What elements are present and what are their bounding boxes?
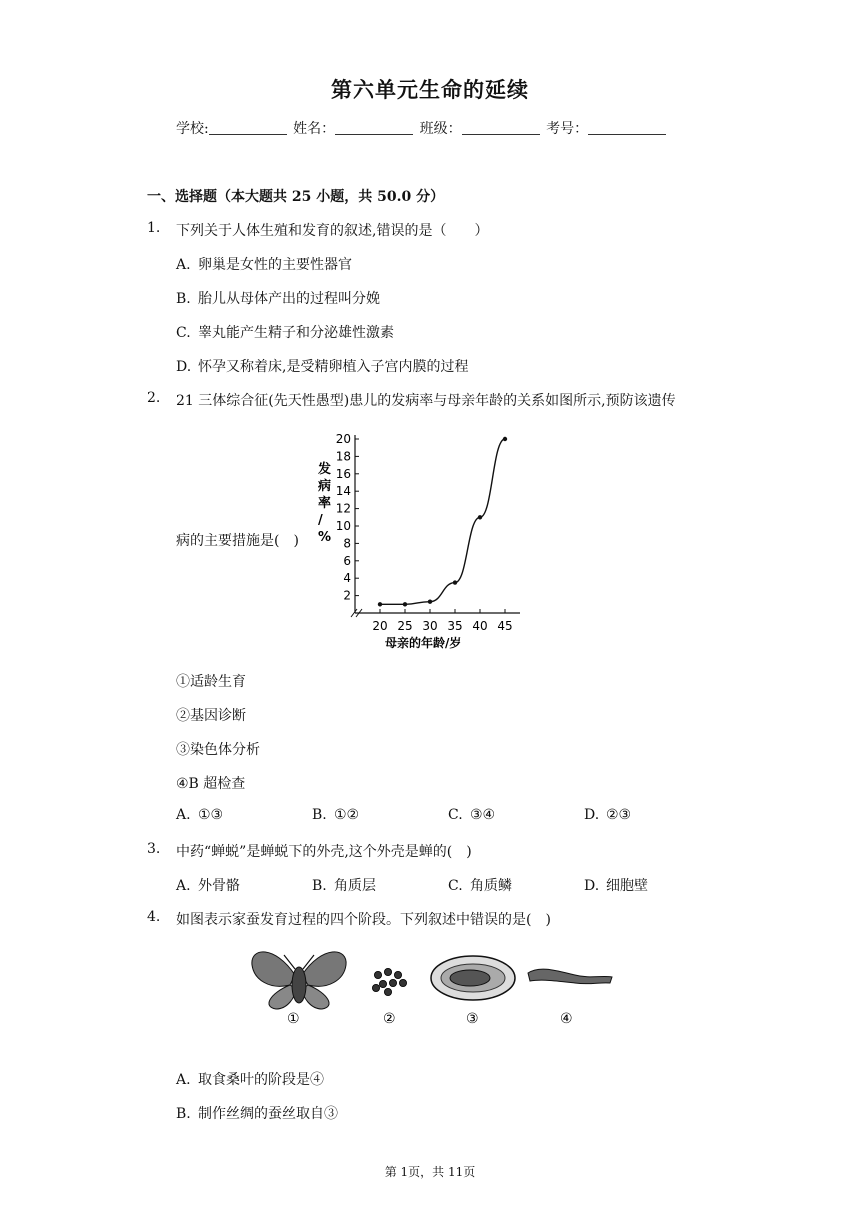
eggs-illustration <box>372 968 406 995</box>
q2-text-continued: 病的主要措施是( ) <box>176 533 299 549</box>
x-tick-label-30: 30 <box>422 619 438 633</box>
moth-illustration <box>252 952 346 1009</box>
x-axis-label: 母亲的年龄/岁 <box>385 636 462 650</box>
q2-number: 2. <box>147 390 161 406</box>
data-point-25 <box>403 602 407 606</box>
y-tick-label-4: 4 <box>343 571 351 586</box>
q1-option-c[interactable]: C. 睾丸能产生精子和分泌雄性激素 <box>176 325 394 341</box>
larva-illustration <box>528 969 612 984</box>
cocoon-illustration <box>431 956 515 1000</box>
q2-item-2: ②基因诊断 <box>176 708 246 724</box>
data-point-20 <box>378 602 382 606</box>
exam-no-label: 考号： <box>546 121 589 137</box>
stage-label-3: ③ <box>466 1011 479 1027</box>
q3-option-c[interactable]: C. 角质鳞 <box>448 878 512 894</box>
class-blank[interactable] <box>462 120 540 135</box>
section-heading: 一、选择题（本大题共 25 小题，共 50.0 分） <box>147 189 445 205</box>
stage-label-4: ④ <box>560 1011 573 1027</box>
q1-text: 下列关于人体生殖和发育的叙述,错误的是（ ） <box>176 223 489 239</box>
stage-label-2: ② <box>383 1011 396 1027</box>
q4-number: 4. <box>147 909 161 925</box>
q3-option-b[interactable]: B. 角质层 <box>312 878 376 894</box>
y-tick-label-12: 12 <box>335 501 351 516</box>
q1-option-d[interactable]: D. 怀孕又称着床,是受精卵植入子宫内膜的过程 <box>176 359 469 375</box>
y-tick-label-8: 8 <box>343 536 351 551</box>
q1-option-a[interactable]: A. 卵巢是女性的主要性器官 <box>176 257 352 273</box>
q2-option-b[interactable]: B. ①② <box>312 807 360 823</box>
q4-text: 如图表示家蚕发育过程的四个阶段。下列叙述中错误的是( ) <box>176 912 551 928</box>
q3-number: 3. <box>147 841 161 857</box>
q4-option-a[interactable]: A. 取食桑叶的阶段是④ <box>176 1072 324 1088</box>
q3-option-d[interactable]: D. 细胞壁 <box>584 878 648 894</box>
q2-option-a[interactable]: A. ①③ <box>176 807 224 823</box>
q1-number: 1. <box>147 220 161 236</box>
page-title: 第六单元生命的延续 <box>331 77 529 102</box>
x-tick-label-20: 20 <box>372 619 388 633</box>
y-tick-label-6: 6 <box>343 553 351 568</box>
q2-option-d[interactable]: D. ②③ <box>584 807 632 823</box>
q4-option-b[interactable]: B. 制作丝绸的蚕丝取自③ <box>176 1106 338 1122</box>
q2-item-1: ①适龄生育 <box>176 674 246 690</box>
y-tick-label-20: 20 <box>335 432 351 446</box>
series-points <box>378 437 507 607</box>
q3-option-a[interactable]: A. 外骨骼 <box>176 878 240 894</box>
y-tick-label-16: 16 <box>335 466 351 481</box>
x-tick-label-40: 40 <box>472 619 488 633</box>
data-point-45 <box>503 437 507 441</box>
name-label: 姓名： <box>293 121 336 137</box>
data-point-35 <box>453 580 457 584</box>
chart-ticks <box>336 432 513 633</box>
q2-text: 21 三体综合征(先天性愚型)患儿的发病率与母亲年龄的关系如图所示,预防该遗传 <box>176 393 676 409</box>
q2-item-4: ④B 超检查 <box>176 776 246 792</box>
incidence-chart <box>300 425 530 655</box>
x-tick-label-35: 35 <box>447 619 463 633</box>
y-tick-label-2: 2 <box>343 588 351 603</box>
y-tick-label-18: 18 <box>335 449 351 464</box>
exam-no-blank[interactable] <box>588 120 666 135</box>
class-label: 班级： <box>419 121 462 137</box>
x-tick-label-25: 25 <box>397 619 413 633</box>
q1-option-b[interactable]: B. 胎儿从母体产出的过程叫分娩 <box>176 291 380 307</box>
name-blank[interactable] <box>335 120 413 135</box>
stage-label-1: ① <box>287 1011 300 1027</box>
x-tick-label-45: 45 <box>497 619 513 633</box>
school-label: 学校: <box>176 121 209 137</box>
silkworm-stages-figure <box>240 935 630 1030</box>
y-axis-label: 发病率/ % <box>318 462 332 545</box>
student-info-line <box>176 118 668 138</box>
q2-option-c[interactable]: C. ③④ <box>448 807 496 823</box>
series-line <box>380 439 505 604</box>
data-point-30 <box>428 599 432 603</box>
school-blank[interactable] <box>209 120 287 135</box>
data-point-40 <box>478 515 482 519</box>
y-tick-label-14: 14 <box>335 484 351 499</box>
page-footer: 第 1页，共 11页 <box>384 1165 476 1179</box>
q2-item-3: ③染色体分析 <box>176 742 260 758</box>
q3-text: 中药“蝉蜕”是蝉蜕下的外壳,这个外壳是蝉的( ) <box>176 844 472 860</box>
y-tick-label-10: 10 <box>335 519 351 533</box>
